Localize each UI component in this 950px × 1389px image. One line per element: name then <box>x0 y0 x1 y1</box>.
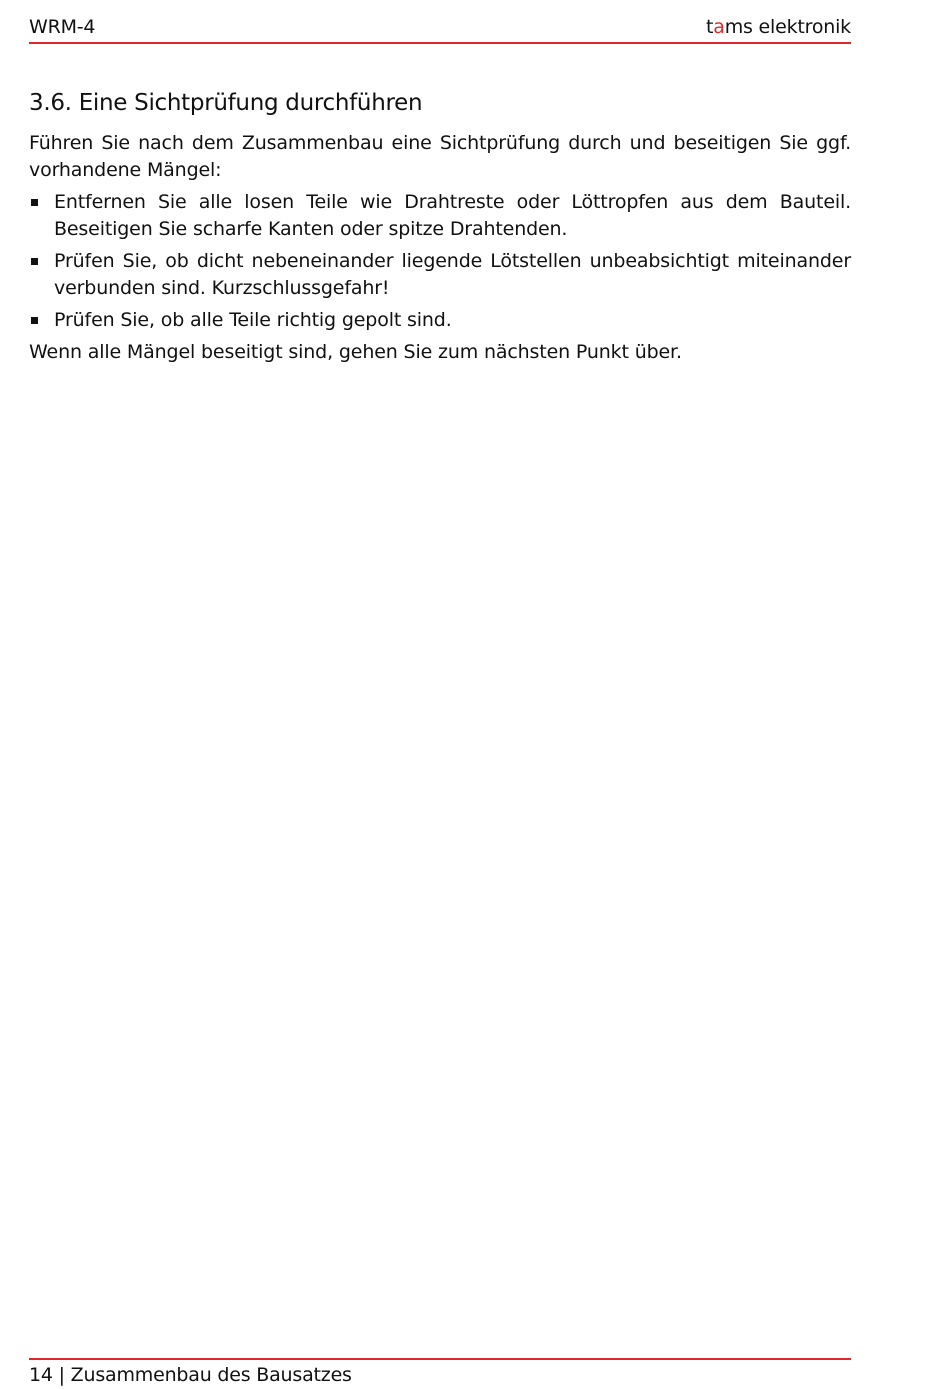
square-bullet-icon <box>31 258 38 265</box>
page-header <box>29 14 851 42</box>
brand-name <box>706 16 851 38</box>
brand-suffix: ms elektronik <box>724 16 851 38</box>
list-item <box>29 189 851 243</box>
brand-prefix: t <box>705 16 714 38</box>
list-item <box>29 307 851 334</box>
closing-paragraph: Wenn alle Mängel beseitigt sind, gehen Sie zum nächsten Punkt über. <box>29 341 682 363</box>
bullet-list <box>29 189 851 334</box>
list-item-text: Entfernen Sie alle losen Teile wie Drahtreste oder Löttropfen aus dem Bauteil. Beseitigen Sie scharfe Kanten oder spitze Drahtenden. <box>54 191 851 240</box>
square-bullet-icon <box>31 317 38 324</box>
list-item-text: Prüfen Sie, ob alle Teile richtig gepolt sind. <box>54 309 452 331</box>
document-title: WRM-4 <box>29 16 96 38</box>
list-item <box>29 248 851 302</box>
page-footer: 14 | Zusammenbau des Bausatzes <box>29 1364 352 1386</box>
header-divider <box>29 42 851 44</box>
footer-divider <box>29 1358 851 1360</box>
section-heading: 3.6. Eine Sichtprüfung durchführen <box>29 90 423 116</box>
intro-paragraph: Führen Sie nach dem Zusammenbau eine Sichtprüfung durch und beseitigen Sie ggf. vorhandene Mängel: <box>29 132 851 181</box>
list-item-text: Prüfen Sie, ob dicht nebeneinander liegende Lötstellen unbeabsichtigt miteinander verbunden sind. Kurzschlussgefahr! <box>54 250 851 299</box>
square-bullet-icon <box>31 199 38 206</box>
page-content <box>29 86 851 366</box>
brand-accent-letter: a <box>713 16 725 38</box>
